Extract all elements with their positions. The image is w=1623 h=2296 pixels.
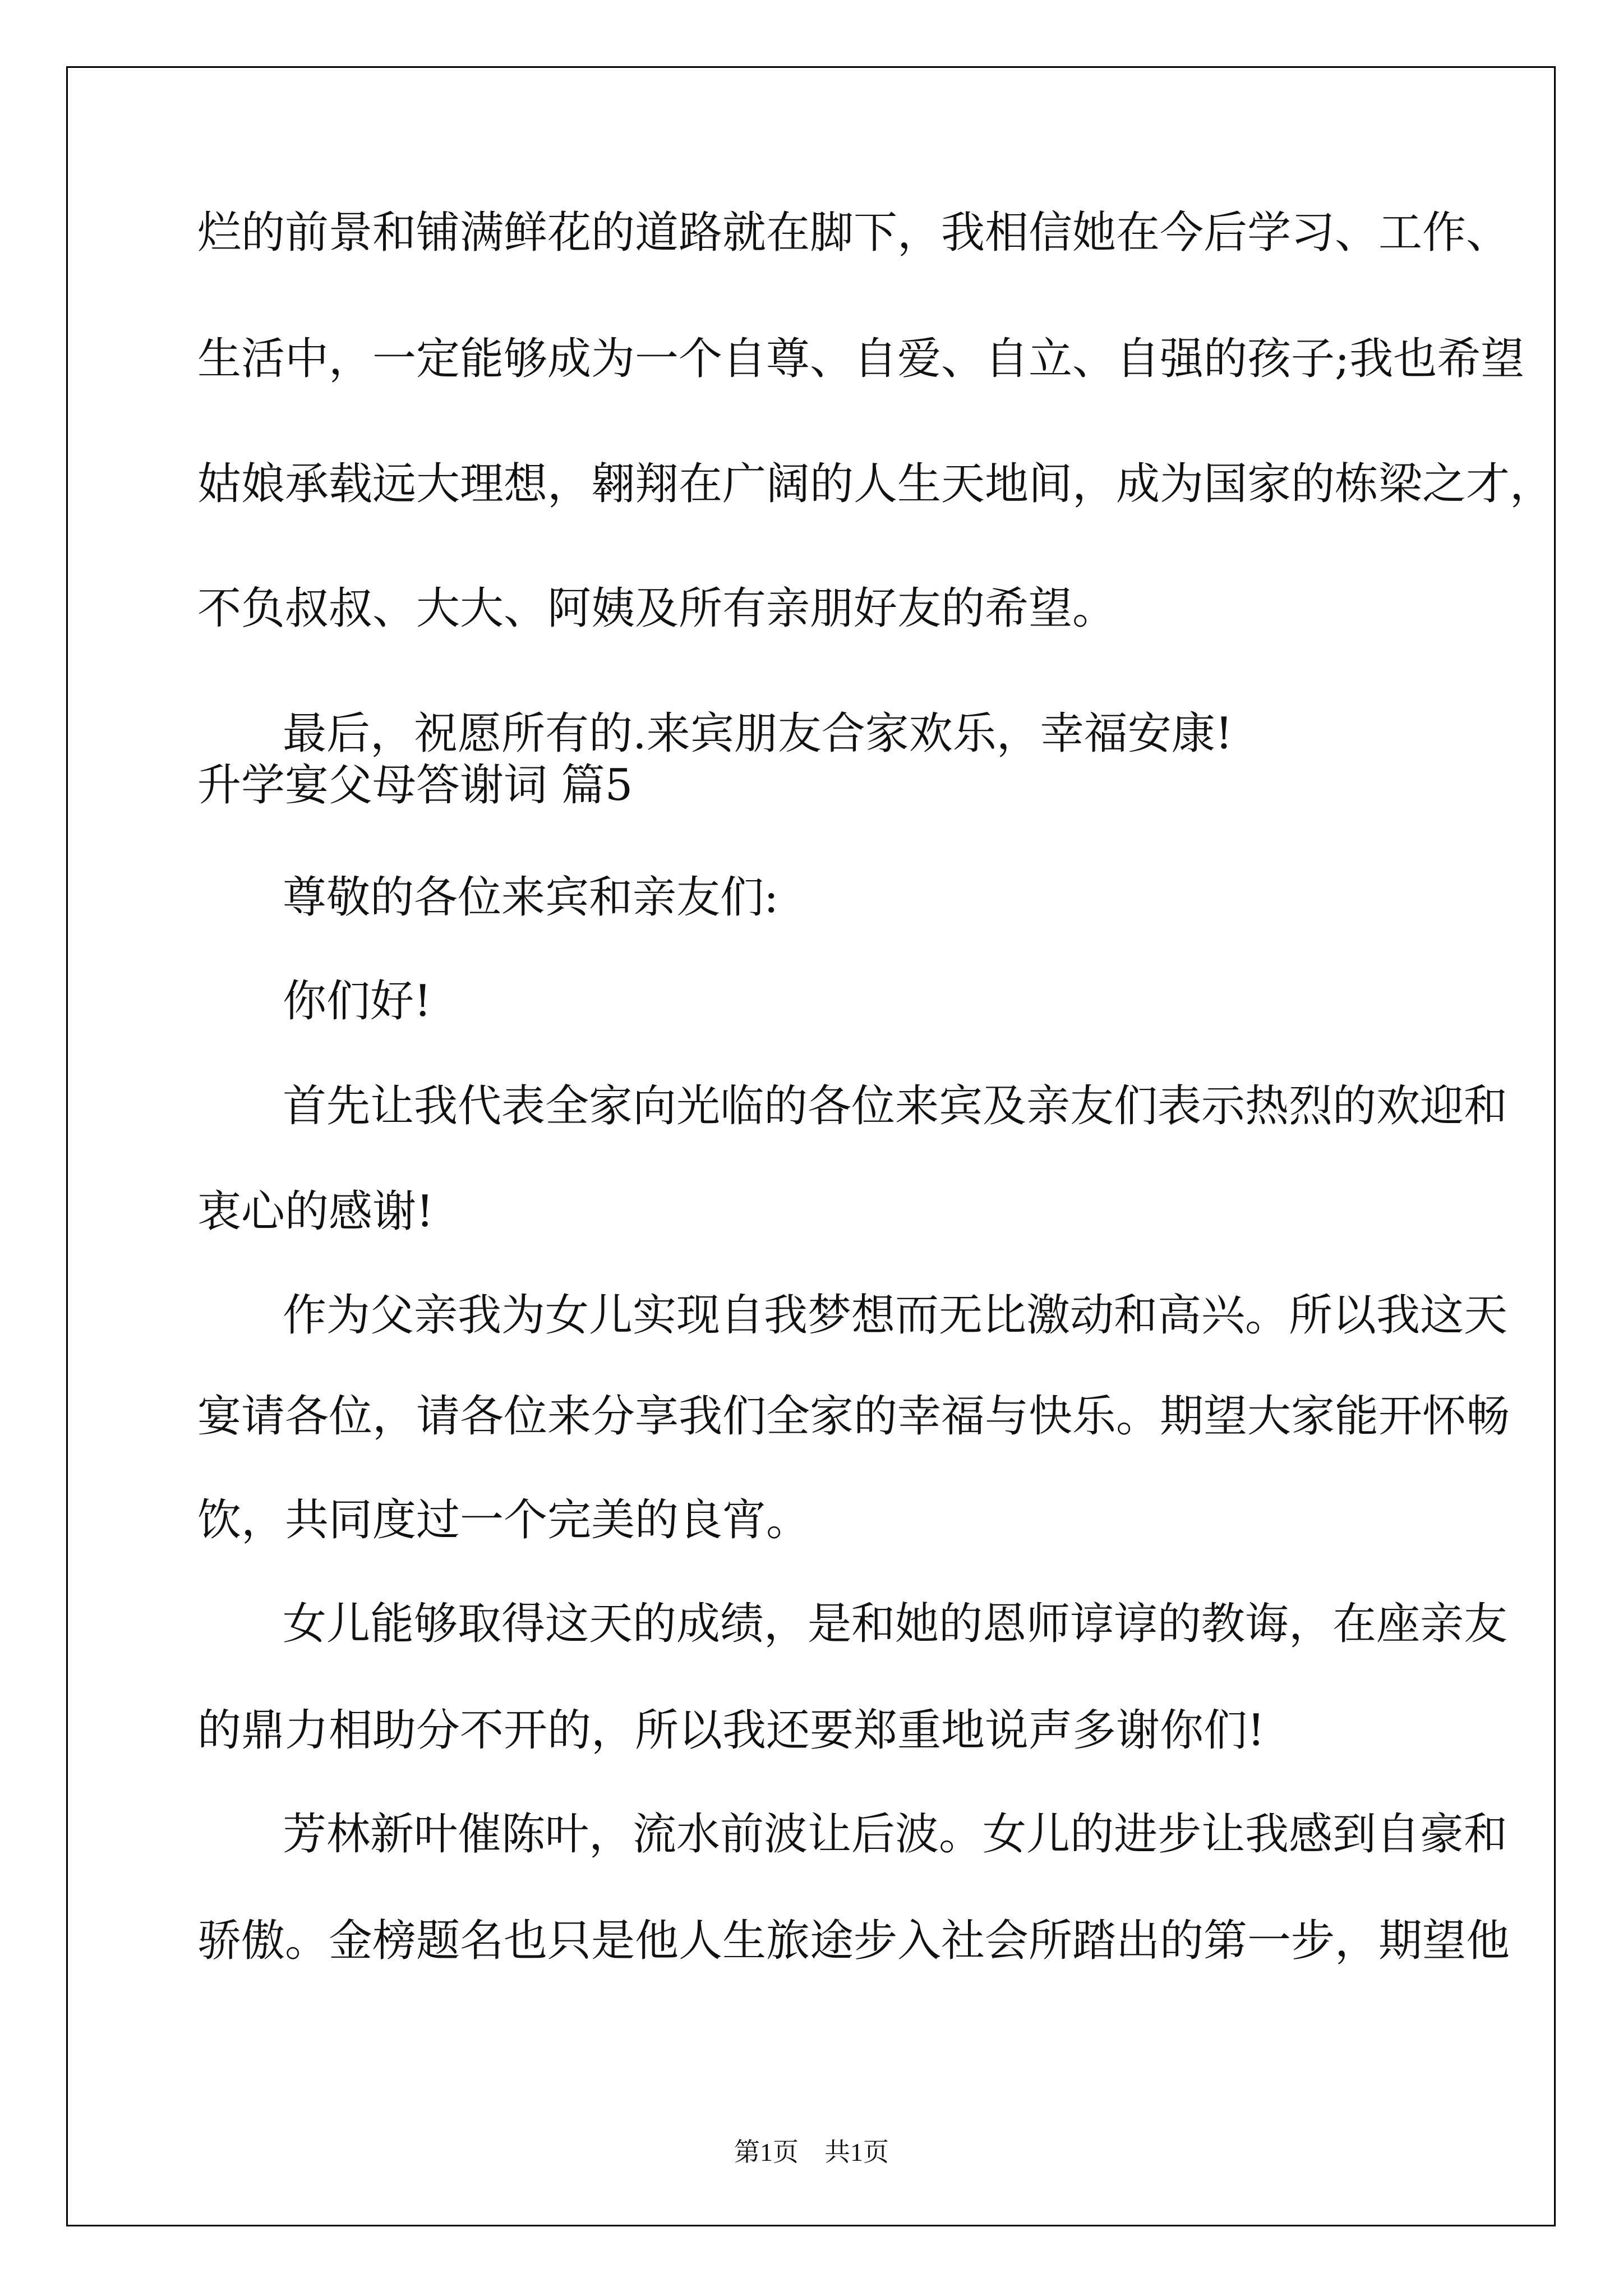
body-line: 首先让我代表全家向光临的各位来宾及亲友们表示热烈的欢迎和: [283, 1081, 1508, 1131]
body-line: 饮，共同度过一个完美的良宵。: [197, 1495, 810, 1545]
body-line: 生活中，一定能够成为一个自尊、自爱、自立、自强的孩子;我也希望: [197, 334, 1525, 384]
body-line: 的鼎力相助分不开的，所以我还要郑重地说声多谢你们!: [197, 1705, 1265, 1756]
page-border: [66, 66, 1556, 2226]
body-line: 作为父亲我为女儿实现自我梦想而无比激动和高兴。所以我这天: [283, 1290, 1508, 1341]
body-line: 不负叔叔、大大、阿姨及所有亲朋好友的希望。: [197, 583, 1117, 634]
body-line: 烂的前景和铺满鲜花的道路就在脚下，我相信她在今后学习、工作、: [197, 208, 1510, 258]
body-line: 宴请各位，请各位来分享我们全家的幸福与快乐。期望大家能开怀畅: [197, 1391, 1510, 1442]
body-line: 衷心的感谢!: [197, 1186, 434, 1237]
salutation: 尊敬的各位来宾和亲友们:: [283, 872, 779, 923]
body-line: 芳林新叶催陈叶，流水前波让后波。女儿的进步让我感到自豪和: [283, 1809, 1508, 1860]
greeting: 你们好!: [283, 976, 432, 1027]
body-line: 骄傲。金榜题名也只是他人生旅途步入社会所踏出的第一步，期望他: [197, 1916, 1510, 1966]
body-line: 女儿能够取得这天的成绩，是和她的恩师谆谆的教诲，在座亲友: [283, 1599, 1508, 1649]
section-heading: 升学宴父母答谢词 篇5: [197, 760, 633, 811]
body-line: 最后，祝愿所有的.来宾朋友合家欢乐，幸福安康!: [283, 708, 1233, 759]
body-line: 姑娘承载远大理想，翱翔在广阔的人生天地间，成为国家的栋梁之才，: [197, 459, 1554, 509]
page-number-footer: 第1页 共1页: [734, 2138, 889, 2166]
